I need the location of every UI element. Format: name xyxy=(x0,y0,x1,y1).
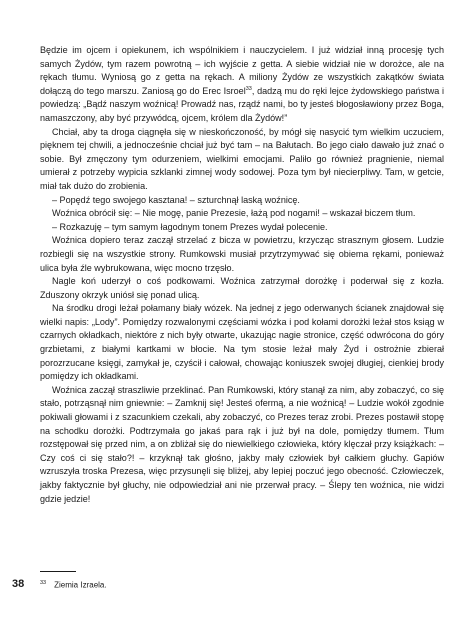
paragraph: – Popędź tego swojego kasztana! – szturchnął laską woźnicę. xyxy=(52,194,300,205)
paragraph: Woźnica obrócił się: – Nie mogę, panie Prezesie, łażą pod nogami! – wskazał biczem tłum. xyxy=(52,208,416,219)
paragraph-text-continued: , dadzą mu do ręki lejce żydowskiego państwa i powiedzą: „Bądź naszym woźnicą! Prowadź nas, rządź nami, bo ty jesteś błogosławiony przez Boga, namaszczony, aby być przywódcą, ojcem, królem dla Żydów!” xyxy=(40,85,444,123)
paragraph: Chciał, aby ta droga ciągnęła się w nieskończoność, by mógł się nasycić tym wielkim uczuciem, pięknem tej chwili, a jednocześnie chciał już być tam – na Bałutach. Bo jego ciało dawało już znać o sobie. Był zmęczony tym odurzeniem, wielkimi emocjami. Paliło go również pragnienie, niemal umierał z potrzeby wypicia szklanki zimnej wody sodowej. Poza tym był niecierpliwy. Tam, w getcie, miał tak dużo do zrobienia. xyxy=(40,126,444,191)
footnote xyxy=(40,580,107,590)
paragraph xyxy=(40,44,444,126)
paragraph-text: Będzie im ojcem i opiekunem, ich wspólnikiem i nauczycielem. I już widział inną procesję tych samych Żydów, tym razem powrotną – ich wyjście z getta. A siebie widział nie w dorożce, ale na rękach tłumu. Wyniosą go z getta na rękach. A miliony Żydów ze wszystkich zakątków świata dołączą do tego marszu. Zaniosą go do Erec Isroel xyxy=(40,45,444,96)
footnote-text: Ziemia Izraela. xyxy=(54,580,107,590)
footnote-number: 33 xyxy=(40,580,47,586)
paragraph: Woźnica dopiero teraz zaczął strzelać z bicza w powietrzu, krzycząc strasznym głosem. Ludzie rozbiegli się na wszystkie strony. Rumkowski musiał przytrzymywać się obiema rękami, ponieważ ulica była źle wybrukowana, więc mocno trzęsło. xyxy=(40,235,444,273)
paragraph: Nagle koń uderzył o coś podkowami. Woźnica zatrzymał dorożkę i poderwał się z kozła. Zduszony okrzyk uniósł się ponad ulicą. xyxy=(40,276,444,300)
page-number: 38 xyxy=(12,578,25,590)
main-text xyxy=(40,44,444,506)
footnote-divider xyxy=(40,571,76,572)
paragraph: – Rozkazuję – tym samym łagodnym tonem Prezes wydał polecenie. xyxy=(52,221,328,232)
footnote-reference: 33 xyxy=(245,85,252,92)
paragraph: Woźnica zaczął straszliwie przeklinać. Pan Rumkowski, który stanął za nim, aby zobaczyć, co się stało, potrząsnął nim gniewnie: – Zamknij się! Jesteś ofermą, a nie woźnicą! – Ludzie wokół zgodnie pokiwali głowami i z szacunkiem czekali, aby zobaczyć, co Prezes teraz zrobi. Prezes postawił stopę na schodku dorożki. Podtrzymała go jakaś para rąk i już był na dole, pomiędzy tłumem. Tłum rozstępował się przed nim, a on zbliżał się do niewielkiego człowieka, który klęczał przy książkach: – Czy coś ci się stało?! – krzyknął tak głośno, jakby mały człowiek był całkiem głuchy. Gapiów wzruszyła troska Prezesa, więc przysunęli się bliżej, aby lepiej poczuć jego obecność. Człowieczek, jakby faktycznie był głuchy, nie odpowiedział ani nie przerwał pracy. – Ślepy ten woźnica, nie widzi gdzie jedzie! xyxy=(40,384,444,504)
paragraph: Na środku drogi leżał połamany biały wózek. Na jednej z jego oderwanych ścianek znajdował się wielki napis: „Lody”. Pomiędzy rozwalonymi częściami wózka i pod kołami dorożki leżał stos ksiąg w czarnych okładkach, niektóre z nich były otwarte, ukazując nagie stronice, część odwrócona do góry grzbietami, z białymi kartkami w błocie. Na tym stosie leżał mały Żyd i ostrożnie zbierał porozrzucane księgi, zamykał je, czyścił i całował, chowając koniuszek swojej długiej, cienkiej brody pomiędzy ich okładkami. xyxy=(40,303,444,382)
